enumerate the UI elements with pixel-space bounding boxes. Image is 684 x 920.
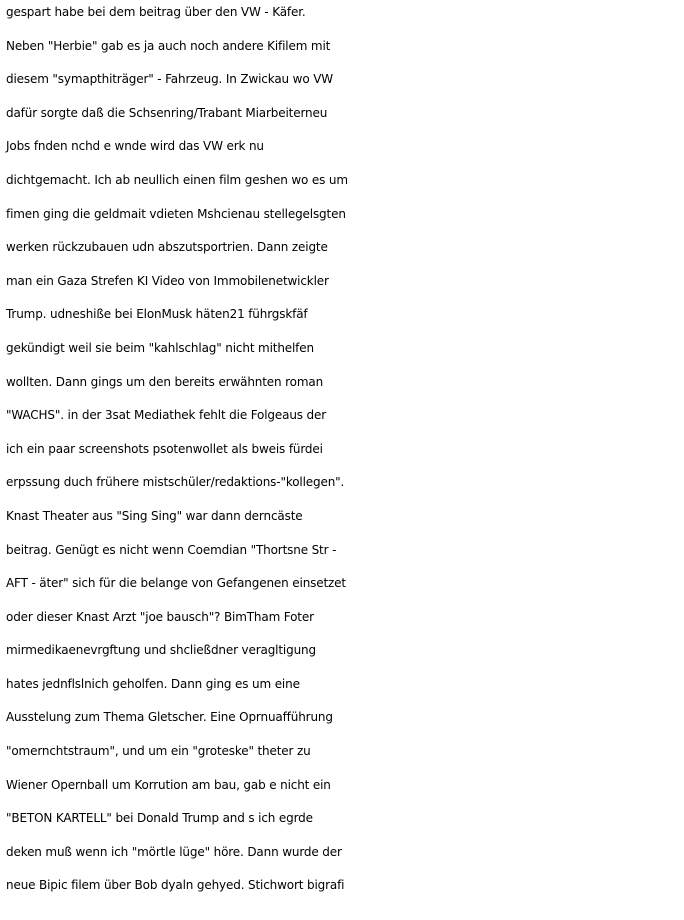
text-line-22: Ausstelung zum Thema Gletscher. Eine Oprnuafführung (6, 710, 333, 725)
text-line-23: "omernchtstraum", und um ein "groteske" theter zu (6, 744, 311, 759)
text-line-8: werken rückzubauen udn abszutsportrien. Dann zeigte (6, 240, 328, 255)
text-line-10: Trump. udneshiße bei ElonMusk häten21 führgskfäf (6, 307, 308, 322)
text-line-7: fimen ging die geldmait vdieten Mshcienau stellegelsgten (6, 206, 346, 221)
text-line-1: gespart habe bei dem beitrag über den VW - Käfer. (6, 5, 306, 19)
text-line-15: erpssung duch frühere mistschüler/redaktions-"kollegen". (6, 475, 345, 490)
text-line-13: "WACHS". in der 3sat Mediathek fehlt die Folgeaus der (6, 408, 327, 423)
text-line-18: AFT - äter" sich für die belange von Gefangenen einsetzet (6, 576, 346, 591)
text-line-3: diesem "symapthiträger" - Fahrzeug. In Zwickau wo VW (6, 72, 333, 87)
text-line-24: Wiener Opernball um Korrution am bau, gab e nicht ein (6, 777, 331, 792)
text-line-20: mirmedikaenevrgftung und shcließdner veragltigung (6, 643, 316, 658)
text-line-9: man ein Gaza Strefen KI Video von Immobilenetwickler (6, 273, 329, 288)
text-line-6: dichtgemacht. Ich ab neullich einen film geshen wo es um (6, 172, 348, 187)
text-line-25: "BETON KARTELL" bei Donald Trump and s ich egrde (6, 811, 313, 826)
body-text (6, 0, 684, 903)
text-line-5: Jobs fnden nchd e wnde wird das VW erk nu (6, 139, 264, 154)
text-line-4: dafür sorgte daß die Schsenring/Trabant Miarbeiterneu (6, 105, 328, 120)
text-line-21: hates jednflslnich geholfen. Dann ging es um eine (6, 676, 300, 691)
text-line-26: deken muß wenn ich "mörtle lüge" höre. Dann wurde der (6, 844, 342, 859)
text-line-11: gekündigt weil sie beim "kahlschlag" nicht mithelfen (6, 340, 314, 355)
text-line-2: Neben "Herbie" gab es ja auch noch andere Kifilem mit (6, 38, 331, 53)
text-line-17: beitrag. Genügt es nicht wenn Coemdian "Thortsne Str - (6, 542, 337, 557)
text-line-19: oder dieser Knast Arzt "joe bausch"? BimTham Foter (6, 609, 314, 624)
text-line-14: ich ein paar screenshots psotenwollet als bweis fürdei (6, 441, 323, 456)
text-line-12: wollten. Dann gings um den bereits erwähnten roman (6, 374, 324, 389)
text-line-27: neue Bipic filem über Bob dyaln gehyed. Stichwort bigrafi (6, 878, 345, 893)
text-line-16: Knast Theater aus "Sing Sing" war dann derncäste (6, 508, 303, 523)
